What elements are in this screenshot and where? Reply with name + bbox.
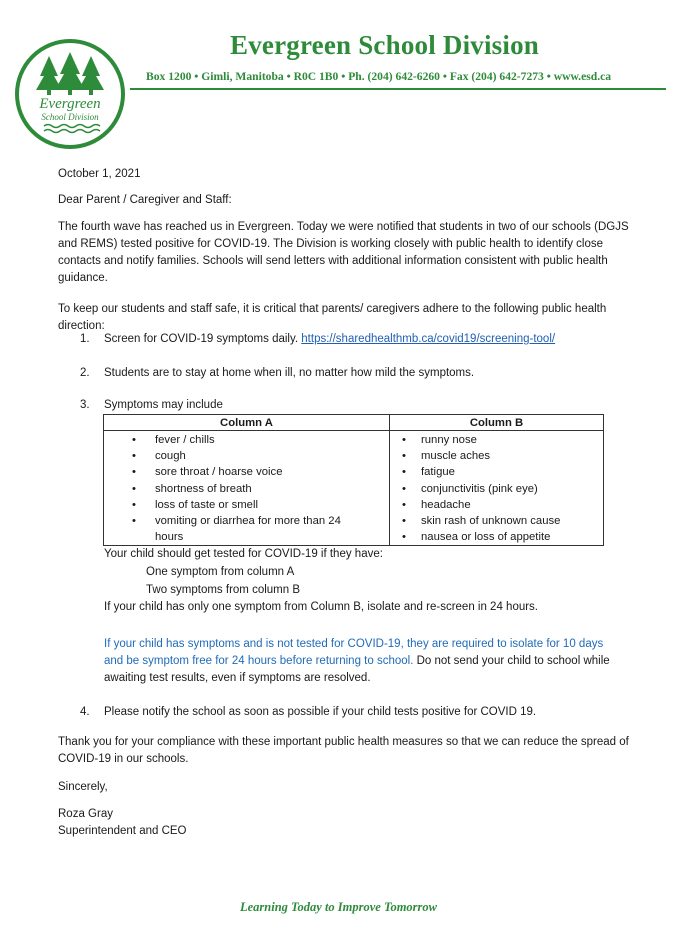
screening-tool-link[interactable]: https://sharedhealthmb.ca/covid19/screening-tool/ (301, 333, 556, 345)
item-symptoms-intro: Symptoms may include (104, 399, 223, 411)
column-a-header: Column A (104, 415, 390, 431)
item-number: 4. (80, 706, 90, 718)
evergreen-logo (14, 38, 126, 150)
symptom-item: • runny nose (390, 432, 603, 448)
org-name: Evergreen School Division (230, 30, 540, 60)
closing: Sincerely, (58, 781, 108, 793)
footer-motto: Learning Today to Improve Tomorrow (239, 900, 437, 914)
logo-text-school-division: School Division (41, 112, 99, 122)
criteria-item: Two symptoms from column B (146, 584, 301, 596)
symptom-table (103, 414, 604, 546)
item-text: Screen for COVID-19 symptoms daily. (104, 333, 299, 345)
column-a-list (104, 432, 389, 545)
org-address: Box 1200 • Gimli, Manitoba • R0C 1B0 • Ph. (204) 642-6260 • Fax (204) 642-7273 • www.esd.ca (146, 70, 612, 83)
isolate-notice (104, 636, 624, 687)
item-notify-school: Please notify the school as soon as possible if your child tests positive for COVID 19. (104, 706, 537, 718)
criteria-item: One symptom from column A (146, 566, 295, 578)
symptom-item: • headache (390, 497, 603, 513)
symptom-item: • loss of taste or smell (104, 497, 350, 513)
symptom-item: • vomiting or diarrhea for more than 24 hours (104, 513, 350, 545)
greeting: Dear Parent / Caregiver and Staff: (58, 194, 232, 206)
item-number: 3. (80, 399, 90, 411)
header-rule (130, 88, 666, 90)
symptom-item: • fatigue (390, 464, 603, 480)
symptom-item: • nausea or loss of appetite (390, 529, 603, 545)
isolate-followup: Do not send your child to school while awaiting test results, even if symptoms are resolved. (104, 655, 610, 684)
signer-title: Superintendent and CEO (58, 825, 187, 837)
item-number: 1. (80, 333, 90, 345)
thanks-paragraph: Thank you for your compliance with these important public health measures so that we can reduce the spread of COVID-19 in our schools. (58, 736, 629, 765)
column-b-list (390, 432, 603, 545)
column-b-header: Column B (390, 415, 604, 431)
one-from-b-text: If your child has only one symptom from Column B, isolate and re-screen in 24 hours. (104, 601, 539, 613)
symptom-item: • conjunctivitis (pink eye) (390, 481, 603, 497)
symptom-item: • sore throat / hoarse voice (104, 464, 350, 480)
symptom-item: • cough (104, 448, 350, 464)
tested-if-text: Your child should get tested for COVID-19 if they have: (104, 548, 383, 560)
intro-paragraph: The fourth wave has reached us in Evergreen. Today we were notified that students in two of our schools (DGJS and REMS) tested positive for COVID-19. The Division is working closely with public health to identify close contacts and notify families. Schools will send letters with additional information consistent with public health guidance. (58, 221, 629, 284)
symptom-item: • shortness of breath (104, 481, 350, 497)
isolate-requirement: If your child has symptoms and is not tested for COVID-19, they are required to isolate for 10 days and be symptom free for 24 hours before returning to school. (104, 638, 604, 667)
symptom-item: • muscle aches (390, 448, 603, 464)
symptom-item: • fever / chills (104, 432, 350, 448)
item-stay-home: Students are to stay at home when ill, no matter how mild the symptoms. (104, 367, 475, 379)
directive-paragraph: To keep our students and staff safe, it is critical that parents/ caregivers adhere to the following public health direction: (58, 303, 607, 332)
symptom-item: • skin rash of unknown cause (390, 513, 603, 529)
logo-text-evergreen: Evergreen (39, 96, 101, 112)
letter-date: October 1, 2021 (58, 168, 141, 180)
signer-name: Roza Gray (58, 808, 113, 820)
item-number: 2. (80, 367, 90, 379)
item-screen-daily (104, 333, 555, 345)
